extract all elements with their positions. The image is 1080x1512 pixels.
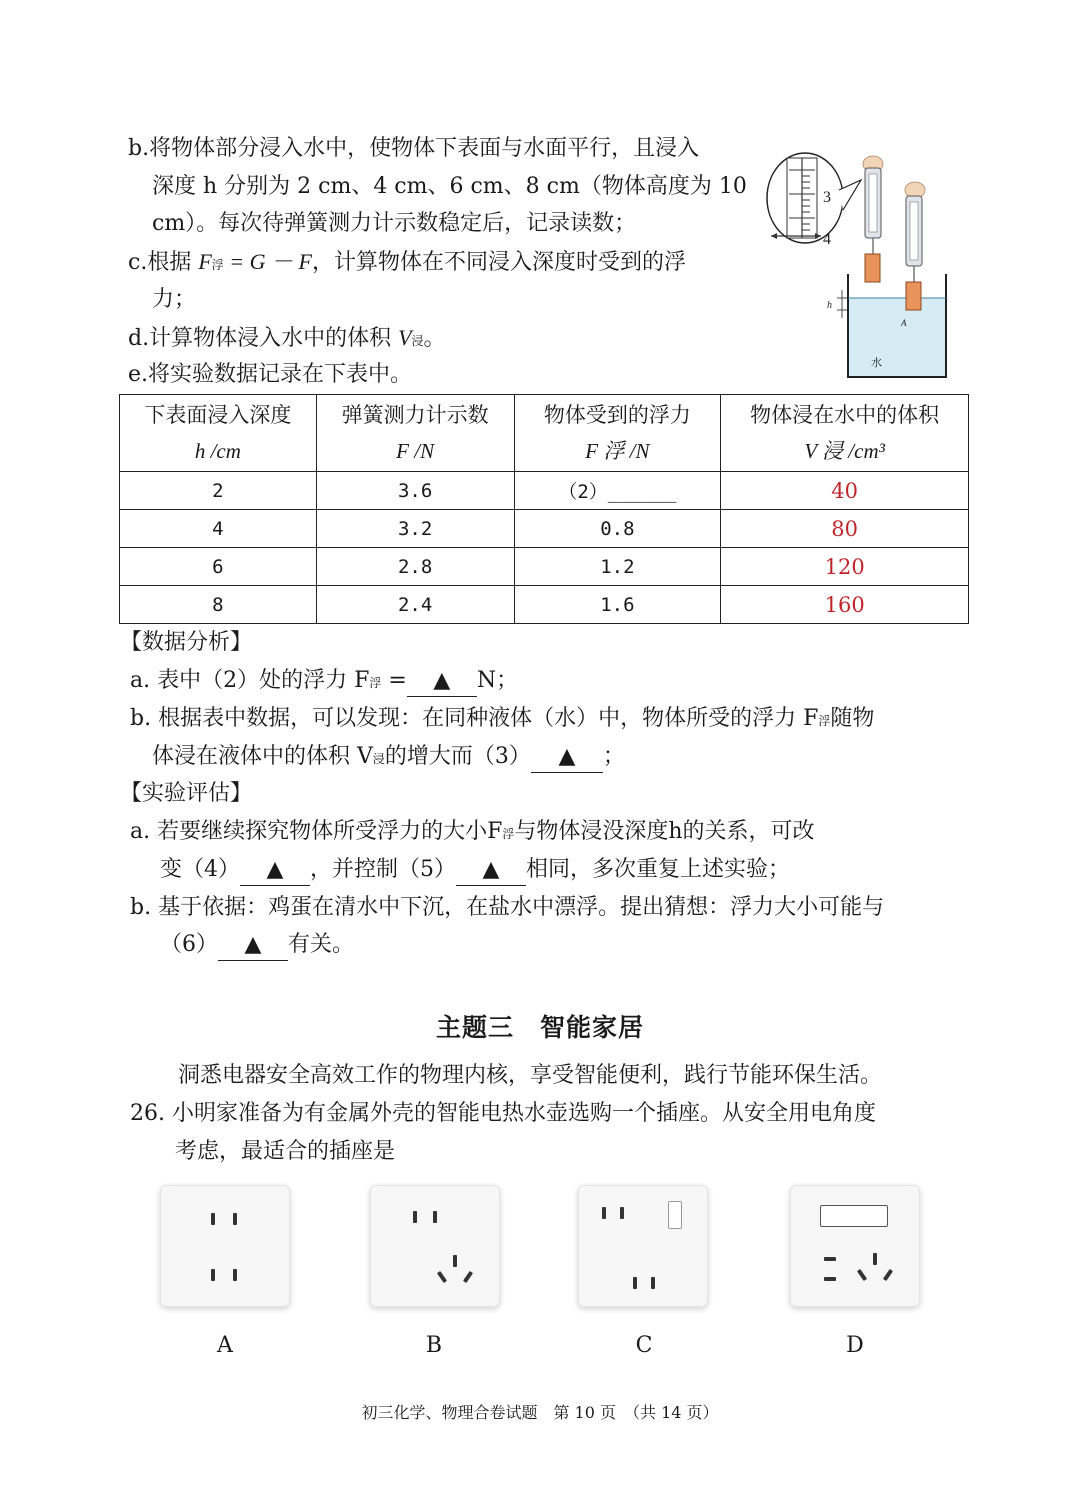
evaluation-b-line2: （6） ▲ 有关。 — [160, 930, 354, 961]
socket-slot — [824, 1257, 836, 1261]
depth-cell: 6 — [120, 548, 317, 586]
answer-blank-4[interactable]: ▲ — [240, 855, 310, 886]
socket-slot — [883, 1269, 893, 1281]
depth-cell: 8 — [120, 586, 317, 624]
socket-slot — [413, 1211, 417, 1223]
table-row — [120, 510, 969, 548]
table-header-cell: 下表面浸入深度 h /cm — [120, 395, 317, 472]
experiment-figure — [765, 150, 960, 382]
step-b-line3: cm）。每次待弹簧测力计示数稳定后，记录读数； — [152, 211, 637, 236]
evaluation-a-line2: 变（4） ▲ ，并控制（5） ▲ 相同，多次重复上述实验； — [160, 855, 790, 886]
data-table — [119, 394, 969, 624]
table-header-cell: 弹簧测力计示数 F /N — [316, 395, 514, 472]
answer-blank-5[interactable]: ▲ — [456, 855, 526, 886]
page-footer: 初三化学、物理合卷试题 第 10 页 （共 14 页） — [361, 1403, 719, 1422]
step-c-prefix: c.根据 — [128, 250, 199, 275]
option-label-d: D — [846, 1333, 864, 1358]
table-row — [120, 548, 969, 586]
socket-slot — [433, 1211, 437, 1223]
socket-slot — [211, 1213, 215, 1225]
socket-slot — [453, 1255, 457, 1267]
buoyancy-cell: （2）______ — [514, 472, 721, 510]
reading-cell: 3.2 — [316, 510, 514, 548]
option-label-a: A — [217, 1333, 233, 1358]
step-b-line2: 深度 h 分别为 2 cm、4 cm、6 cm、8 cm（物体高度为 10 — [152, 174, 747, 199]
socket-slot — [233, 1213, 237, 1225]
socket-slot — [857, 1269, 867, 1281]
step-c-suffix: ，计算物体在不同浸入深度时受到的浮 — [311, 250, 686, 275]
question-26-line1: 26. 小明家准备为有金属外壳的智能电热水壶选购一个插座。从安全用电角度 — [130, 1101, 876, 1126]
socket-slot — [651, 1277, 655, 1289]
buoyancy-cell: 0.8 — [514, 510, 721, 548]
analysis-b-line2: 体浸在液体中的体积 V浸的增大而（3） ▲ ； — [152, 742, 625, 774]
switch-icon — [820, 1205, 888, 1227]
analysis-b-line1: b. 根据表中数据，可以发现：在同种液体（水）中，物体所受的浮力 F浮随物 — [130, 706, 875, 731]
step-d-sub: 浸 — [411, 334, 424, 348]
water-label: 水 — [871, 356, 882, 369]
section-title: 主题三 智能家居 — [435, 1013, 644, 1042]
socket-slot — [633, 1277, 637, 1289]
socket-option-b[interactable] — [370, 1185, 500, 1307]
evaluation-b-line1: b. 基于依据：鸡蛋在清水中下沉，在盐水中漂浮。提出猜想：浮力大小可能与 — [130, 895, 885, 920]
volume-cell: 160 — [721, 586, 969, 624]
a-label: A — [901, 318, 907, 328]
scale-label-3: 3 — [823, 189, 831, 206]
table-header-cell: 物体浸在水中的体积 V 浸 /cm³ — [721, 395, 969, 472]
analysis-heading: 【数据分析】 — [120, 630, 253, 655]
h-label: h — [827, 300, 832, 311]
reading-cell: 2.8 — [316, 548, 514, 586]
socket-slot — [437, 1271, 447, 1283]
volume-cell: 80 — [721, 510, 969, 548]
socket-slot — [873, 1253, 877, 1265]
reading-cell: 2.4 — [316, 586, 514, 624]
option-label-b: B — [425, 1333, 443, 1358]
buoyancy-cell: 1.6 — [514, 586, 721, 624]
scale-label-4: 4 — [823, 231, 831, 248]
step-d-line — [128, 323, 446, 356]
socket-slot — [463, 1271, 473, 1283]
table-row — [120, 472, 969, 510]
evaluation-a-line1: a. 若要继续探究物体所受浮力的大小F浮与物体浸没深度h的关系，可改 — [130, 819, 815, 844]
step-b-line1: b.将物体部分浸入水中，使物体下表面与水面平行，且浸入 — [128, 136, 700, 161]
table-row — [120, 586, 969, 624]
answer-blank-6[interactable]: ▲ — [218, 930, 288, 961]
buoyancy-cell: 1.2 — [514, 548, 721, 586]
socket-option-c[interactable] — [578, 1185, 708, 1307]
answer-blank-2[interactable]: ▲ — [407, 666, 477, 697]
step-d-suffix: 。 — [423, 326, 446, 351]
step-d-prefix: d.计算物体浸入水中的体积 — [128, 326, 399, 351]
socket-slot — [824, 1277, 836, 1281]
socket-option-a[interactable] — [160, 1185, 290, 1307]
step-c-line2: 力； — [152, 287, 197, 312]
depth-cell: 4 — [120, 510, 317, 548]
section-intro: 洞悉电器安全高效工作的物理内核，享受智能便利，践行节能环保生活。 — [178, 1063, 883, 1088]
evaluation-heading: 【实验评估】 — [120, 781, 253, 806]
step-c-line1 — [128, 247, 686, 280]
depth-cell: 2 — [120, 472, 317, 510]
step-c-sub: 浮 — [211, 258, 224, 272]
question-26-line2: 考虑，最适合的插座是 — [175, 1139, 396, 1164]
option-label-c: C — [635, 1333, 653, 1358]
step-c-F: F — [198, 249, 212, 274]
socket-option-d[interactable] — [790, 1185, 920, 1307]
socket-slot — [211, 1269, 215, 1281]
step-e-line: e.将实验数据记录在下表中。 — [128, 362, 413, 387]
table-header-row — [120, 395, 969, 472]
socket-slot — [620, 1207, 624, 1219]
answer-blank-3[interactable]: ▲ — [531, 742, 603, 773]
switch-icon — [668, 1201, 682, 1229]
reading-cell: 3.6 — [316, 472, 514, 510]
table-header-cell: 物体受到的浮力 F 浮 /N — [514, 395, 721, 472]
analysis-a-line: a. 表中（2）处的浮力 F浮 = ▲ N； — [130, 666, 518, 698]
step-c-eq: = G － F — [223, 249, 312, 274]
socket-slot — [602, 1207, 606, 1219]
volume-cell: 40 — [721, 472, 969, 510]
step-d-V: V — [398, 325, 412, 350]
socket-slot — [233, 1269, 237, 1281]
volume-cell: 120 — [721, 548, 969, 586]
